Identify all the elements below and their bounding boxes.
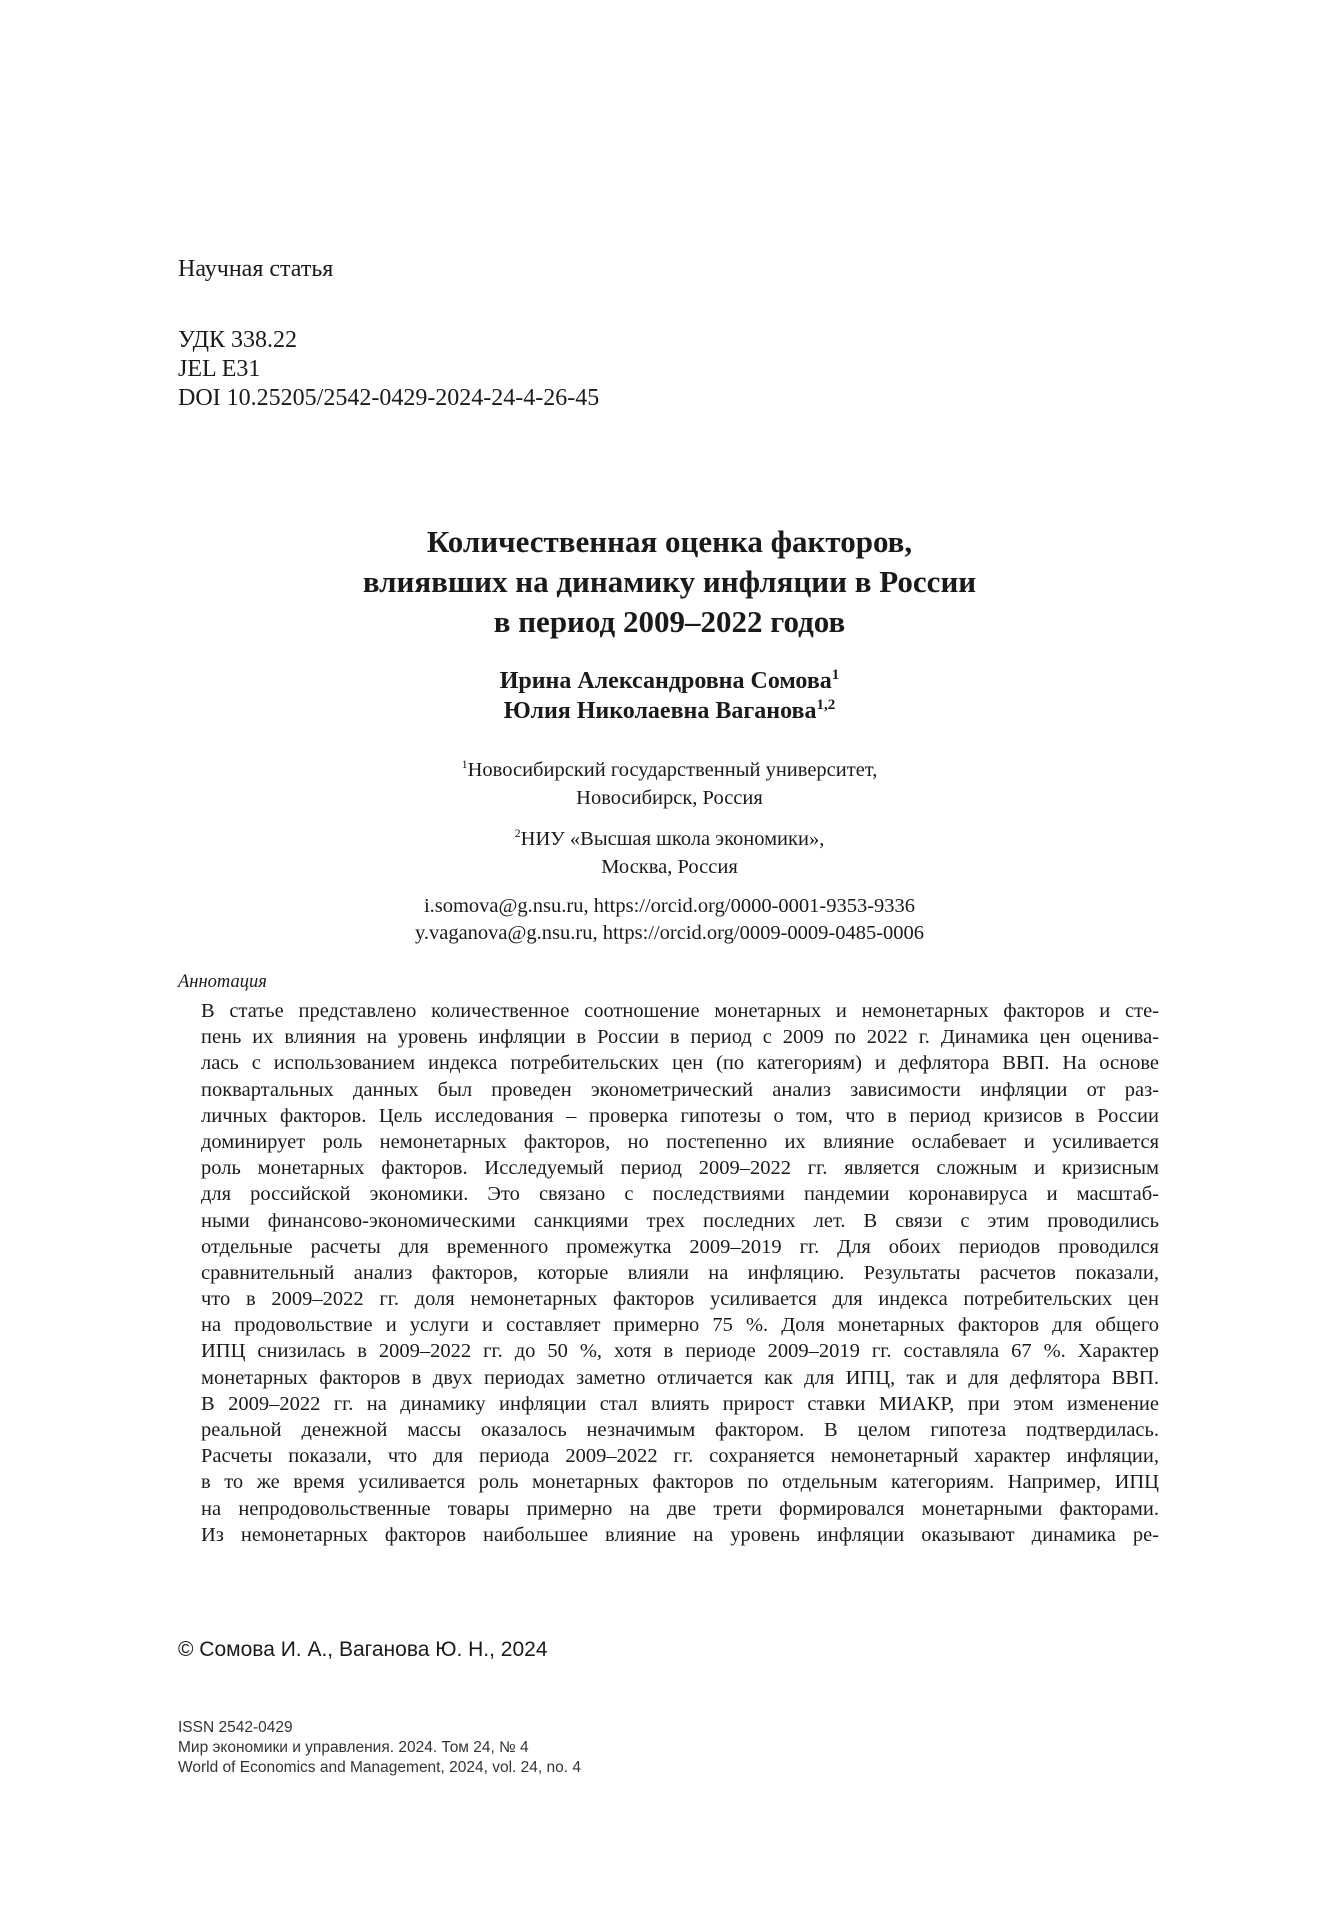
abstract-line: Расчеты показали, что для периода 2009–2022 гг. сохраняется немонетарный характер инфляции, bbox=[201, 1445, 1159, 1468]
doi[interactable]: DOI 10.25205/2542-0429-2024-24-4-26-45 bbox=[178, 385, 600, 411]
issn: ISSN 2542-0429 bbox=[178, 1719, 293, 1736]
journal-citation-ru: Мир экономики и управления. 2024. Том 24, № 4 bbox=[178, 1739, 529, 1756]
abstract-text bbox=[201, 998, 1159, 1548]
abstract-line: В статье представлено количественное соотношение монетарных и немонетарных факторов и сте- bbox=[201, 1000, 1159, 1022]
abstract-heading: Аннотация bbox=[178, 972, 267, 992]
article-type-label: Научная статья bbox=[178, 256, 334, 282]
abstract-line: реальной денежной массы оказалось незначимым фактором. В целом гипотеза подтвердилась. bbox=[201, 1419, 1159, 1441]
abstract-line: что в 2009–2022 гг. доля немонетарных факторов усиливается для индекса потребительских цен bbox=[201, 1288, 1159, 1311]
author-name: Юлия Николаевна Ваганова bbox=[503, 698, 817, 724]
abstract-line: пень их влияния на уровень инфляции в России в период с 2009 по 2022 г. Динамика цен оценива- bbox=[201, 1026, 1159, 1049]
abstract-line: В 2009–2022 гг. на динамику инфляции стал влиять прирост ставки МИАКР, при этом изменение bbox=[201, 1392, 1159, 1415]
affiliation-mark: 1 bbox=[831, 667, 840, 683]
jel-code: JEL E31 bbox=[178, 356, 261, 382]
affiliation-name: Новосибирский государственный университет, bbox=[467, 759, 878, 781]
journal-citation-en: World of Economics and Management, 2024, vol. 24, no. 4 bbox=[178, 1759, 581, 1776]
affiliation bbox=[0, 825, 1339, 881]
journal-info bbox=[178, 1718, 581, 1778]
authors bbox=[0, 666, 1339, 726]
abstract-line: сравнительный анализ факторов, которые влияли на инфляцию. Результаты расчетов показали, bbox=[201, 1261, 1159, 1284]
affiliation-location: Новосибирск, Россия bbox=[576, 787, 763, 809]
abstract-line: для российской экономики. Это связано с последствиями пандемии коронавируса и масштаб- bbox=[201, 1183, 1159, 1206]
affiliation-name: НИУ «Высшая школа экономики», bbox=[520, 828, 825, 850]
title-line: влиявших на динамику инфляции в России bbox=[362, 564, 977, 599]
author-name: Ирина Александровна Сомова bbox=[499, 668, 832, 694]
abstract-line: на непродовольственные товары примерно на две трети формировался монетарными факторами. bbox=[201, 1497, 1159, 1520]
abstract-line: отдельные расчеты для временного промежутка 2009–2019 гг. Для обоих периодов проводился bbox=[201, 1235, 1159, 1258]
abstract-line: поквартальных данных был проведен эконометрический анализ зависимости инфляции от раз- bbox=[201, 1078, 1159, 1101]
affiliation-location: Москва, Россия bbox=[601, 856, 738, 878]
abstract-line: в то же время усиливается роль монетарных факторов по отдельным категориям. Например, ИПЦ bbox=[201, 1471, 1159, 1494]
udc-code: УДК 338.22 bbox=[178, 327, 297, 353]
abstract-line: ИПЦ снизилась в 2009–2022 гг. до 50 %, хотя в периоде 2009–2019 гг. составляла 67 %. Характер bbox=[201, 1340, 1159, 1363]
contact-line[interactable]: y.vaganova@g.nsu.ru, https://orcid.org/0009-0009-0485-0006 bbox=[414, 922, 925, 944]
article-title bbox=[0, 522, 1339, 642]
affiliation-mark: 1,2 bbox=[816, 697, 836, 713]
abstract-line: лась с использованием индекса потребительских цен (по категориям) и дефлятора ВВП. На основе bbox=[201, 1052, 1159, 1075]
affiliation-mark: 2 bbox=[514, 826, 521, 840]
author bbox=[0, 666, 1339, 696]
title-line: в период 2009–2022 годов bbox=[493, 604, 846, 639]
abstract-line: Из немонетарных факторов наибольшее влияние на уровень инфляции оказывают динамика ре- bbox=[201, 1523, 1159, 1546]
title-line: Количественная оценка факторов, bbox=[426, 524, 913, 559]
abstract-line: монетарных факторов в двух периодах заметно отличается как для ИПЦ, так и для дефлятора ВВП. bbox=[201, 1366, 1159, 1389]
abstract-line: роль монетарных факторов. Исследуемый период 2009–2022 гг. является сложным и кризисным bbox=[201, 1157, 1159, 1180]
article-identifiers bbox=[178, 326, 599, 413]
copyright-notice: © Сомова И. А., Ваганова Ю. Н., 2024 bbox=[178, 1638, 548, 1661]
author-contacts bbox=[0, 893, 1339, 947]
abstract-line: на продовольствие и услуги и составляет примерно 75 %. Доля монетарных факторов для общего bbox=[201, 1314, 1159, 1337]
affiliation bbox=[0, 756, 1339, 812]
contact-line[interactable]: i.somova@g.nsu.ru, https://orcid.org/0000-0001-9353-9336 bbox=[423, 895, 916, 917]
abstract-line: ными финансово-экономическими санкциями трех последних лет. В связи с этим проводились bbox=[201, 1209, 1159, 1232]
affiliation-mark: 1 bbox=[461, 757, 468, 771]
abstract-line: личных факторов. Цель исследования – проверка гипотезы о том, что в период кризисов в России bbox=[201, 1104, 1159, 1127]
abstract-line: доминирует роль немонетарных факторов, но постепенно их влияние ослабевает и усиливается bbox=[201, 1130, 1159, 1153]
author bbox=[0, 696, 1339, 726]
